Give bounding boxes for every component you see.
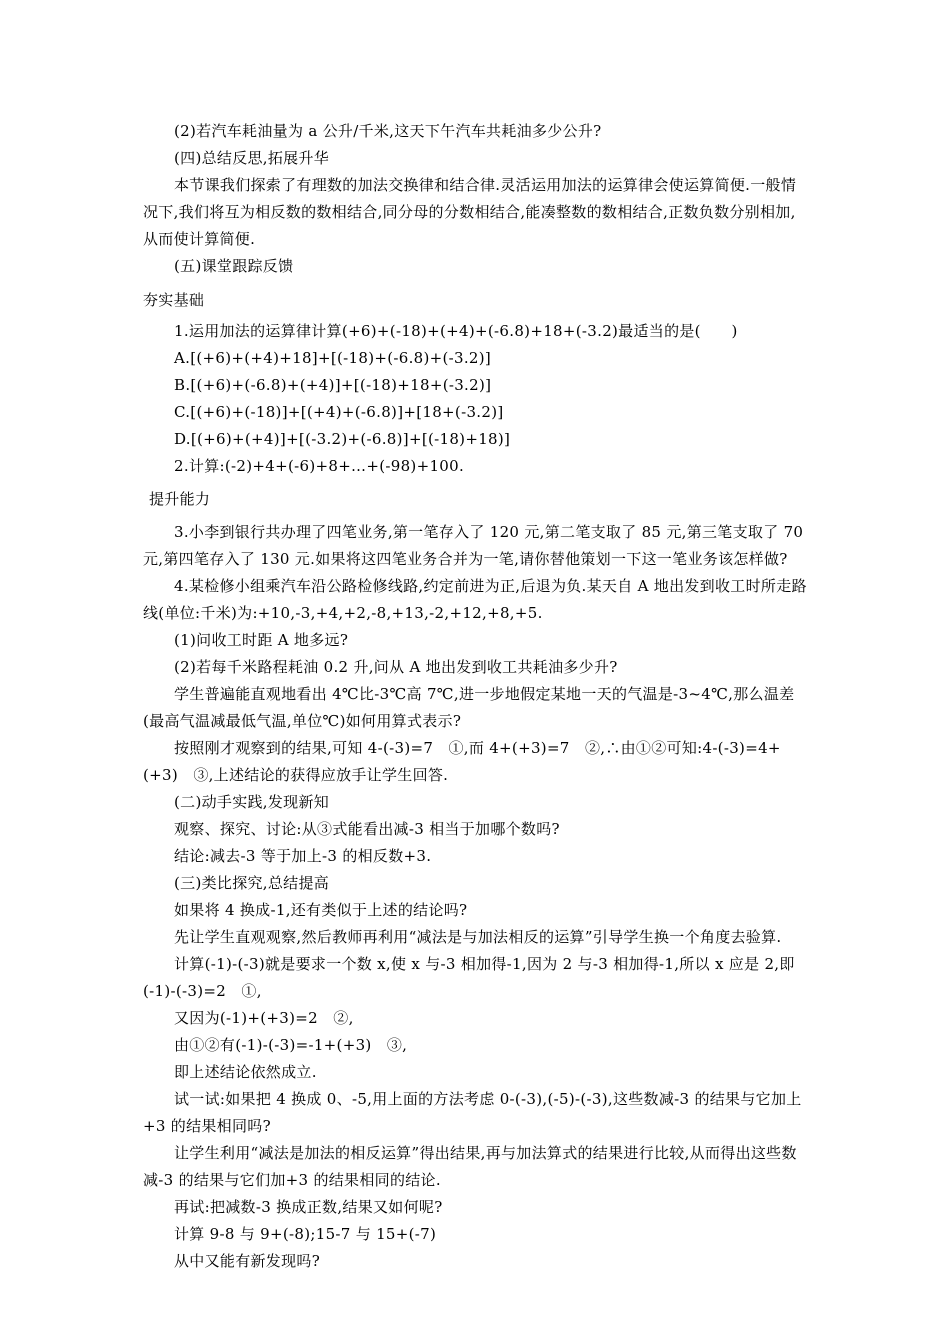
section-heading-summary: (四)总结反思,拓展升华: [174, 149, 330, 167]
try-it-paragraph: 试一试:如果把 4 换成 0、-5,用上面的方法考虑 0-(-3),(-5)-(-3),这些数减-3 的结果与它加上+3 的结果相同吗?: [143, 1090, 802, 1135]
teacher-guidance: 先让学生直观观察,然后教师再利用“减法是与加法相反的运算”引导学生换一个角度去验算.: [174, 928, 782, 946]
compute-line: 计算 9-8 与 9+(-8);15-7 与 15+(-7): [174, 1225, 437, 1243]
section-heading-practice: (二)动手实践,发现新知: [174, 793, 330, 811]
equation-3: 由①②有(-1)-(-3)=-1+(+3) ③,: [174, 1036, 408, 1054]
try-again-line: 再试:把减数-3 换成正数,结果又如何呢?: [174, 1198, 443, 1216]
section-heading-analogy: (三)类比探究,总结提高: [174, 874, 330, 892]
students-result-paragraph: 让学生利用“减法是加法的相反运算”得出结果,再与加法算式的结果进行比较,从而得出这些数减-3 的结果与它们加+3 的结果相同的结论.: [143, 1144, 797, 1189]
exercise-1-option-c: C.[(+6)+(-18)]+[(+4)+(-6.8)]+[18+(-3.2)]: [174, 403, 504, 421]
exercise-1-option-d: D.[(+6)+(+4)]+[(-3.2)+(-6.8)]+[(-18)+18)]: [174, 430, 511, 448]
observation-paragraph: 按照刚才观察到的结果,可知 4-(-3)=7 ①,而 4+(+3)=7 ②,∴由①②可知:4-(-3)=4+(+3) ③,上述结论的获得应放手让学生回答.: [143, 739, 781, 784]
exercise-3: 3.小李到银行共办理了四笔业务,第一笔存入了 120 元,第二笔支取了 85 元,第三笔支取了 70 元,第四笔存入了 130 元.如果将这四笔业务合并为一笔,请你替他策划一下这一笔业务该怎样做?: [143, 523, 809, 568]
exercise-1-option-a: A.[(+6)+(+4)+18]+[(-18)+(-6.8)+(-3.2)]: [174, 349, 492, 367]
equation-2: 又因为(-1)+(+3)=2 ②,: [174, 1009, 354, 1027]
subheading-improve: 提升能力: [149, 490, 211, 508]
exercise-1-option-b: B.[(+6)+(-6.8)+(+4)]+[(-18)+18+(-3.2)]: [174, 376, 492, 394]
section-heading-feedback: (五)课堂跟踪反馈: [174, 257, 294, 275]
exercise-1: 1.运用加法的运算律计算(+6)+(-18)+(+4)+(-6.8)+18+(-3.2)最适当的是( ): [174, 322, 738, 340]
exercise-4: 4.某检修小组乘汽车沿公路检修线路,约定前进为正,后退为负.某天自 A 地出发到收工时所走路线(单位:千米)为:+10,-3,+4,+2,-8,+13,-2,+12,+8,+5.: [143, 577, 807, 622]
temperature-paragraph: 学生普遍能直观地看出 4℃比-3℃高 7℃,进一步地假定某地一天的气温是-3~4℃,那么温差(最高气温减最低气温,单位℃)如何用算式表示?: [143, 685, 795, 730]
subheading-basics: 夯实基础: [143, 291, 205, 309]
analogy-question: 如果将 4 换成-1,还有类似于上述的结论吗?: [174, 901, 468, 919]
exercise-4-part-2: (2)若每千米路程耗油 0.2 升,问从 A 地出发到收工共耗油多少升?: [174, 658, 618, 676]
new-discovery-line: 从中又能有新发现吗?: [174, 1252, 321, 1270]
exercise-2: 2.计算:(-2)+4+(-6)+8+…+(-98)+100.: [174, 457, 465, 475]
question-fuel-liters: (2)若汽车耗油量为 a 公升/千米,这天下午汽车共耗油多少公升?: [174, 122, 602, 140]
conclusion-line: 结论:减去-3 等于加上-3 的相反数+3.: [174, 847, 432, 865]
summary-paragraph: 本节课我们探索了有理数的加法交换律和结合律.灵活运用加法的运算律会使运算简便.一般情况下,我们将互为相反数的数相结合,同分母的分数相结合,能凑整数的数相结合,正数负数分别相加,从而使计算简便.: [143, 176, 797, 248]
exercise-4-part-1: (1)问收工时距 A 地多远?: [174, 631, 349, 649]
conclusion-holds: 即上述结论依然成立.: [174, 1063, 317, 1081]
calculation-paragraph: 计算(-1)-(-3)就是要求一个数 x,使 x 与-3 相加得-1,因为 2 与-3 相加得-1,所以 x 应是 2,即(-1)-(-3)=2 ①,: [143, 955, 795, 1000]
discussion-question: 观察、探究、讨论:从③式能看出减-3 相当于加哪个数吗?: [174, 820, 560, 838]
